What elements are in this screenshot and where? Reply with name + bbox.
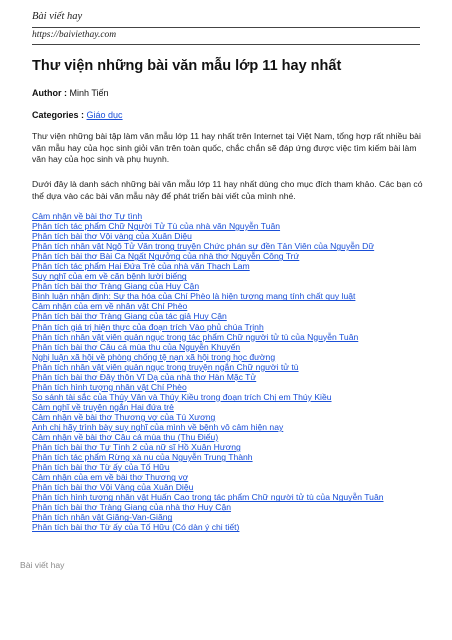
list-item — [32, 442, 432, 452]
article-link[interactable]: Phân tích bài thơ Tràng Giang của nhà thơ Huy Cận — [32, 502, 232, 513]
article-link[interactable]: Phân tích hình tượng nhân vật Chí Phèo — [32, 381, 187, 392]
article-link[interactable]: Cảm nhận về bài thơ Tự tình — [32, 211, 143, 221]
site-name: Bài viết hay — [32, 11, 83, 22]
article-link[interactable]: Phân tích bài thơ Vội Vàng của Xuân Diệu — [32, 482, 194, 493]
article-link[interactable]: Suy nghĩ của em về căn bệnh lười biếng — [32, 271, 187, 282]
list-item — [32, 502, 432, 512]
article-link[interactable]: Phân tích bài thơ Tràng Giang của tác giả Huy Cận — [32, 311, 227, 322]
list-item — [32, 522, 432, 532]
list-item — [32, 422, 432, 432]
list-item — [32, 412, 432, 422]
categories-label: Categories : — [32, 110, 85, 120]
article-link[interactable]: Cảm nhận của em về bài thơ Thương vợ — [32, 472, 189, 483]
header-divider-bottom — [32, 44, 420, 45]
intro-paragraph: Thư viện những bài tập làm văn mẫu lớp 11 hay nhất trên Internet tại Việt Nam, tổng hợp rất nhiều bài văn mẫu hay của học sinh giỏi văn trên toàn quốc, chắc chắn sẽ đáp ứng được việc tìm kiếm bài làm văn hay của học sinh và phụ huynh. — [32, 131, 421, 165]
footer-brand-watermark: Bài viết hay — [20, 560, 65, 570]
categories-line — [32, 110, 123, 120]
article-link[interactable]: Phân tích nhân vật viên quản ngục trong truyện ngắn Chữ người tử tù — [32, 361, 299, 372]
article-link[interactable]: Phân tích giá trị hiện thực của đoạn trích Vào phủ chúa Trịnh — [32, 321, 264, 332]
list-item — [32, 241, 432, 251]
list-item — [32, 231, 432, 241]
list-item — [32, 482, 432, 492]
list-item — [32, 271, 432, 281]
list-item — [32, 332, 432, 342]
list-item — [32, 251, 432, 261]
category-link[interactable]: Giáo dục — [86, 110, 123, 120]
article-link[interactable]: Anh chị hãy trình bày suy nghĩ của mình về bệnh vô cảm hiện nay — [32, 421, 284, 432]
article-link[interactable]: Phân tích nhân vật Ngô Tử Văn trong truyện Chức phán sự đền Tản Viên của Nguyễn Dữ — [32, 241, 375, 252]
list-item — [32, 301, 432, 311]
article-link[interactable]: Cảm nghĩ về truyện ngắn Hai đứa trẻ — [32, 401, 174, 412]
author-line — [32, 88, 109, 98]
article-link[interactable]: Phân tích tác phẩm Chữ Người Tử Tù của nhà văn Nguyễn Tuân — [32, 221, 281, 232]
lead-paragraph: Dưới đây là danh sách những bài văn mẫu lớp 11 hay nhất dùng cho mục đích tham khảo. Các bạn có thể dựa vào các bài văn mẫu này để phát triển bài viết của mình nhé. — [32, 179, 423, 201]
article-link[interactable]: Phân tích bài thơ Vội vàng của Xuân Diệu — [32, 231, 192, 242]
list-item — [32, 281, 432, 291]
list-item — [32, 382, 432, 392]
article-link[interactable]: Phân tích bài thơ Bài Ca Ngất Ngưởng của nhà thơ Nguyễn Công Trứ — [32, 251, 300, 262]
article-link[interactable]: Phân tích tác phẩm Rừng xà nu của Nguyễn Trung Thành — [32, 452, 253, 463]
article-link[interactable]: Phân tích hình tượng nhân vật Huấn Cao trong tác phẩm Chữ người tử tù của Nguyễn Tuân — [32, 492, 384, 503]
article-link[interactable]: Phân tích nhân vật Giăng-Van-Giăng — [32, 512, 173, 523]
article-link[interactable]: Phân tích bài thơ Từ ấy của Tố Hữu — [32, 462, 170, 473]
list-item — [32, 392, 432, 402]
article-link[interactable]: Phân tích bài thơ Từ ấy của Tố Hữu (Có dàn ý chi tiết) — [32, 522, 240, 533]
article-link[interactable]: Phân tích bài thơ Câu cá mùa thu của Nguyễn Khuyến — [32, 341, 241, 352]
article-link[interactable]: Phân tích bài thơ Đây thôn Vĩ Dạ của nhà thơ Hàn Mặc Tử — [32, 371, 257, 382]
list-item — [32, 261, 432, 271]
article-link-list — [32, 211, 432, 533]
header-divider — [32, 27, 420, 28]
article-link[interactable]: Cảm nhận về bài thơ Câu cá mùa thu (Thu Điếu) — [32, 432, 219, 443]
list-item — [32, 211, 432, 221]
article-link[interactable]: Cảm nhận của em về nhân vật Chí Phèo — [32, 301, 188, 312]
article-link[interactable]: Cảm nhận về bài thơ Thương vợ của Tú Xương — [32, 411, 216, 422]
list-item — [32, 221, 432, 231]
article-link[interactable]: Nghị luận xã hội về phòng chống tệ nạn xã hội trong học đường — [32, 351, 276, 362]
list-item — [32, 342, 432, 352]
article-link[interactable]: Phân tích tác phẩm Hai Đứa Trẻ của nhà văn Thạch Lam — [32, 261, 250, 272]
author-name: Minh Tiến — [69, 88, 109, 98]
list-item — [32, 472, 432, 482]
author-label: Author : — [32, 88, 67, 98]
list-item — [32, 352, 432, 362]
list-item — [32, 402, 432, 412]
list-item — [32, 462, 432, 472]
list-item — [32, 291, 432, 301]
article-link[interactable]: Bình luận nhận định: Sự tha hóa của Chí Phèo là hiện tượng mang tính chất quy luật — [32, 291, 356, 302]
site-url: https://baiviethay.com — [32, 30, 117, 40]
list-item — [32, 362, 432, 372]
article-link[interactable]: Phân tích nhân vật viên quản ngục trong tác phẩm Chữ người tử tù của Nguyễn Tuân — [32, 331, 359, 342]
list-item — [32, 492, 432, 502]
article-link[interactable]: Phân tích bài thơ Tự Tình 2 của nữ sĩ Hồ Xuân Hương — [32, 442, 241, 453]
list-item — [32, 372, 432, 382]
article-title: Thư viện những bài văn mẫu lớp 11 hay nhất — [32, 58, 342, 74]
list-item — [32, 311, 432, 321]
article-link[interactable]: Phân tích bài thơ Tràng Giang của Huy Cận — [32, 281, 200, 292]
list-item — [32, 432, 432, 442]
list-item — [32, 512, 432, 522]
list-item — [32, 452, 432, 462]
list-item — [32, 322, 432, 332]
article-link[interactable]: So sánh tài sắc của Thúy Vân và Thúy Kiều trong đoạn trích Chị em Thúy Kiều — [32, 391, 332, 402]
